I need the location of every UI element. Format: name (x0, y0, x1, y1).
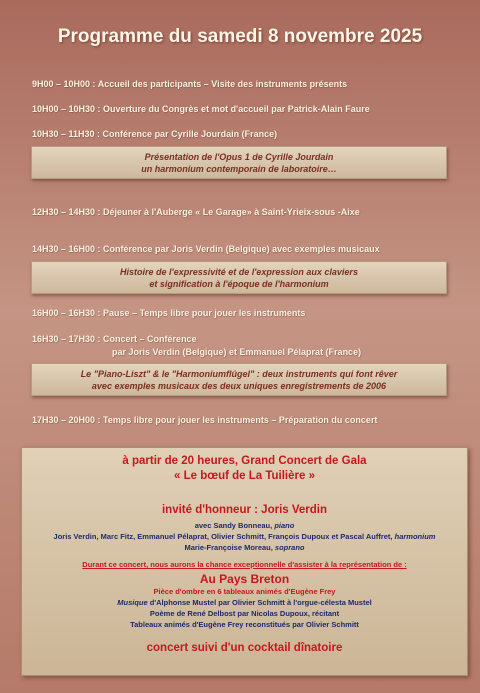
during-concert-note: Durant ce concert, nous aurons la chance exceptionnelle d'assister à la représentation de : (82, 560, 407, 569)
schedule-item-pause: 16H00 – 16H30 : Pause – Temps libre pour jouer les instruments (32, 308, 306, 318)
schedule-item-accueil: 9H00 – 10H00 : Accueil des participants – Visite des instruments présents (32, 79, 348, 89)
show-tableaux-credit: Tableaux animés d'Eugène Frey reconstitués par Olivier Schmitt (130, 620, 359, 629)
page-title: Programme du samedi 8 novembre 2025 (57, 26, 423, 47)
gala-heading: à partir de 20 heures, Grand Concert de Gala (122, 455, 367, 467)
performers-line-harmonium: Joris Verdin, Marc Fitz, Emmanuel Pélaprat, Olivier Schmitt, François Dupoux et Pascal Auffret, harmonium (53, 532, 436, 541)
highlight-line: Le "Piano-Liszt" & le "Harmoniumflûgel" : deux instruments qui font rêver (80, 368, 398, 379)
schedule-item-concert-performers: par Joris Verdin (Belgique) et Emmanuel Pélaprat (France) (112, 347, 362, 357)
highlight-line: et signification à l'époque de l'harmonium (149, 278, 329, 289)
highlight-box-jourdain (31, 146, 447, 179)
performers-line-soprano: Marie-Françoise Moreau, soprano (184, 543, 305, 552)
highlight-line: Présentation de l'Opus 1 de Cyrille Jourdain (144, 151, 334, 162)
schedule-item-conference-verdin: 14H30 – 16H00 : Conférence par Joris Verdin (Belgique) avec exemples musicaux (32, 244, 380, 254)
schedule-item-conference-jourdain: 10H30 – 11H30 : Conférence par Cyrille Jourdain (France) (32, 129, 278, 139)
highlight-line: un harmonium contemporain de laboratoire… (141, 163, 337, 174)
guest-of-honour: invité d'honneur : Joris Verdin (161, 504, 328, 516)
schedule-item-concert-conference: 16H30 – 17H30 : Concert – Conférence (32, 334, 197, 344)
highlight-line: avec exemples musicaux des deux uniques enregistrements de 2006 (91, 380, 387, 391)
show-title: Au Pays Breton (199, 572, 290, 586)
gala-concert-box (21, 447, 468, 676)
performers-line-piano: avec Sandy Bonneau, piano (194, 521, 295, 530)
show-subtitle: Pièce d'ombre en 6 tableaux animés d'Eugène Frey (153, 587, 336, 596)
schedule-item-dejeuner: 12H30 – 14H30 : Déjeuner à l'Auberge « Le Garage» à Saint-Yrieix-sous -Aixe (32, 207, 360, 217)
show-music-credit: Musique d'Alphonse Mustel par Olivier Schmitt à l'orgue-célesta Mustel (117, 598, 372, 607)
highlight-line: Histoire de l'expressivité et de l'expression aux claviers (120, 266, 358, 277)
schedule-item-temps-libre: 17H30 – 20H00 : Temps libre pour jouer les instruments – Préparation du concert (32, 415, 378, 425)
gala-subheading: « Le bœuf de La Tuilière » (173, 470, 315, 482)
highlight-box-verdin (31, 261, 447, 294)
show-poem-credit: Poème de René Delbost par Nicolas Dupoux, récitant (149, 609, 340, 618)
cocktail-note: concert suivi d'un cocktail dînatoire (146, 642, 343, 654)
highlight-box-piano-liszt (31, 363, 447, 396)
schedule-item-ouverture: 10H00 – 10H30 : Ouverture du Congrès et mot d'accueil par Patrick-Alain Faure (32, 104, 370, 114)
